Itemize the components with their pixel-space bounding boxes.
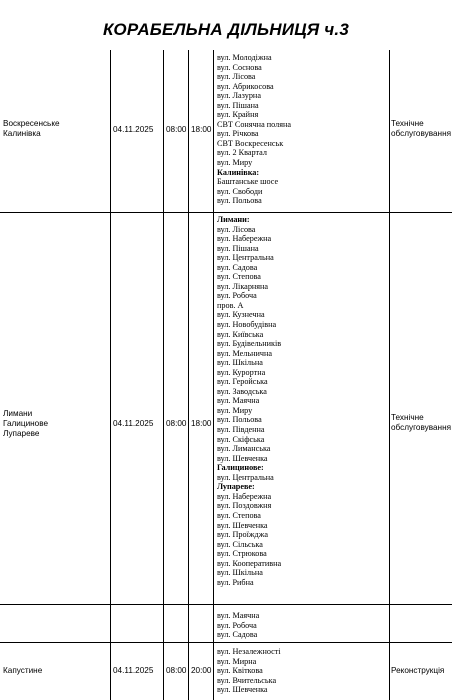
street-list (217, 647, 281, 695)
street-list (217, 611, 259, 640)
street-item: вул. Шевченка (217, 453, 268, 463)
street-item: вул. Степова (217, 510, 261, 520)
settlement-line: Лимани (3, 409, 33, 418)
street-item: вул. Миру (217, 405, 253, 415)
street-item: вул. Мельнична (217, 348, 273, 358)
street-item: СВТ Воскресенськ (217, 138, 284, 148)
end-time-cell: 18:00 (191, 419, 212, 428)
street-item: вул. Свободи (217, 186, 263, 196)
street-item: вул. Центральна (217, 253, 274, 263)
reason-line: Технічне (391, 413, 424, 422)
col-line-5 (389, 50, 390, 700)
street-item: вул. Поздовжня (217, 501, 272, 511)
settlement-line: Воскресенське (3, 119, 60, 128)
date-cell: 04.11.2025 (113, 666, 154, 675)
street-item: вул. Кузнечна (217, 310, 265, 320)
locality-heading: Лимани: (217, 215, 250, 224)
row-line-3 (0, 642, 452, 643)
street-item: вул. Стрюкова (217, 549, 267, 559)
street-item: вул. Скіфська (217, 434, 265, 444)
street-item: вул. Лісова (217, 72, 256, 82)
street-item: вул. Робоча (217, 291, 257, 301)
street-item: вул. Річкова (217, 129, 259, 139)
street-item: Баштанське шосе (217, 177, 279, 187)
reason-line: Технічне (391, 119, 424, 128)
street-item: вул. Геройська (217, 377, 268, 387)
col-line-3 (188, 50, 189, 700)
date-cell: 04.11.2025 (113, 125, 154, 134)
start-time-cell: 08:00 (166, 666, 187, 675)
street-item: вул. Шевченка (217, 520, 268, 530)
street-item: вул. Лісова (217, 224, 256, 234)
street-item: вул. Шевченка (217, 685, 268, 695)
street-item: вул. Пішана (217, 100, 259, 110)
street-item: вул. Миру (217, 158, 253, 168)
street-item: вул. Робоча (217, 620, 257, 630)
street-item: вул. Лиманська (217, 444, 271, 454)
locality-heading: Лупареве: (217, 482, 255, 492)
street-list (217, 53, 291, 206)
street-item: пров. А (217, 300, 244, 310)
page-title: КОРАБЕЛЬНА ДІЛЬНИЦЯ ч.3 (103, 20, 349, 39)
col-line-4 (213, 50, 214, 700)
reason-line: обслуговування (391, 129, 452, 138)
street-list (217, 215, 281, 587)
street-item: вул. Заводська (217, 386, 267, 396)
street-item: вул. Південна (217, 425, 265, 435)
date-cell: 04.11.2025 (113, 419, 154, 428)
street-item: вул. Шкільна (217, 568, 263, 578)
locality-heading: Галицинове: (217, 463, 264, 473)
settlement-line: Лупареве (3, 429, 40, 438)
street-item: вул. Молодіжна (217, 53, 272, 62)
street-item: вул. Київська (217, 329, 264, 339)
street-item: вул. Маячна (217, 396, 260, 406)
street-item: СВТ Сонячна поляна (217, 119, 291, 129)
street-item: вул. Маячна (217, 611, 260, 620)
end-time-cell: 20:00 (191, 666, 212, 675)
street-item: вул. Лазурна (217, 91, 261, 101)
street-item: вул. Соснова (217, 62, 262, 72)
street-item: вул. Центральна (217, 472, 274, 482)
reason-line: Реконструкція (391, 666, 445, 675)
street-item: вул. Вчительська (217, 675, 277, 685)
settlement-line: Галицинове (3, 419, 49, 428)
street-item: вул. Сільська (217, 539, 263, 549)
street-item: вул. Кооперативна (217, 558, 282, 568)
col-line-2 (163, 50, 164, 700)
street-item: вул. Садова (217, 630, 258, 640)
street-item: вул. Степова (217, 272, 261, 282)
street-item: вул. Крайня (217, 110, 259, 120)
row-line-1 (0, 212, 452, 213)
street-item: вул. Абрикосова (217, 81, 274, 91)
col-line-1 (110, 50, 111, 700)
street-item: вул. Польова (217, 415, 262, 425)
street-item: вул. Будівельників (217, 339, 282, 349)
end-time-cell: 18:00 (191, 125, 212, 134)
reason-line: обслуговування (391, 423, 452, 432)
street-item: вул. Квіткова (217, 666, 263, 676)
street-item: вул. Незалежності (217, 647, 281, 656)
street-item: вул. 2 Квартал (217, 148, 267, 158)
locality-heading: Калинівка: (217, 167, 260, 177)
street-item: вул. Курортна (217, 367, 266, 377)
settlement-line: Калинівка (3, 129, 41, 138)
street-item: вул. Проїжджа (217, 530, 268, 540)
start-time-cell: 08:00 (166, 419, 187, 428)
street-item: вул. Польова (217, 196, 262, 206)
street-item: вул. Рибна (217, 577, 254, 587)
start-time-cell: 08:00 (166, 125, 187, 134)
street-item: вул. Садова (217, 262, 258, 272)
street-item: вул. Набережна (217, 491, 272, 501)
street-item: вул. Мирна (217, 656, 257, 666)
street-item: вул. Лікарняна (217, 281, 269, 291)
street-item: вул. Пішана (217, 243, 259, 253)
street-item: вул. Новобудівна (217, 320, 277, 330)
street-item: вул. Шкільна (217, 358, 263, 368)
settlement-line: Капустине (3, 666, 43, 675)
street-item: вул. Набережна (217, 234, 272, 244)
row-line-2 (0, 604, 452, 605)
